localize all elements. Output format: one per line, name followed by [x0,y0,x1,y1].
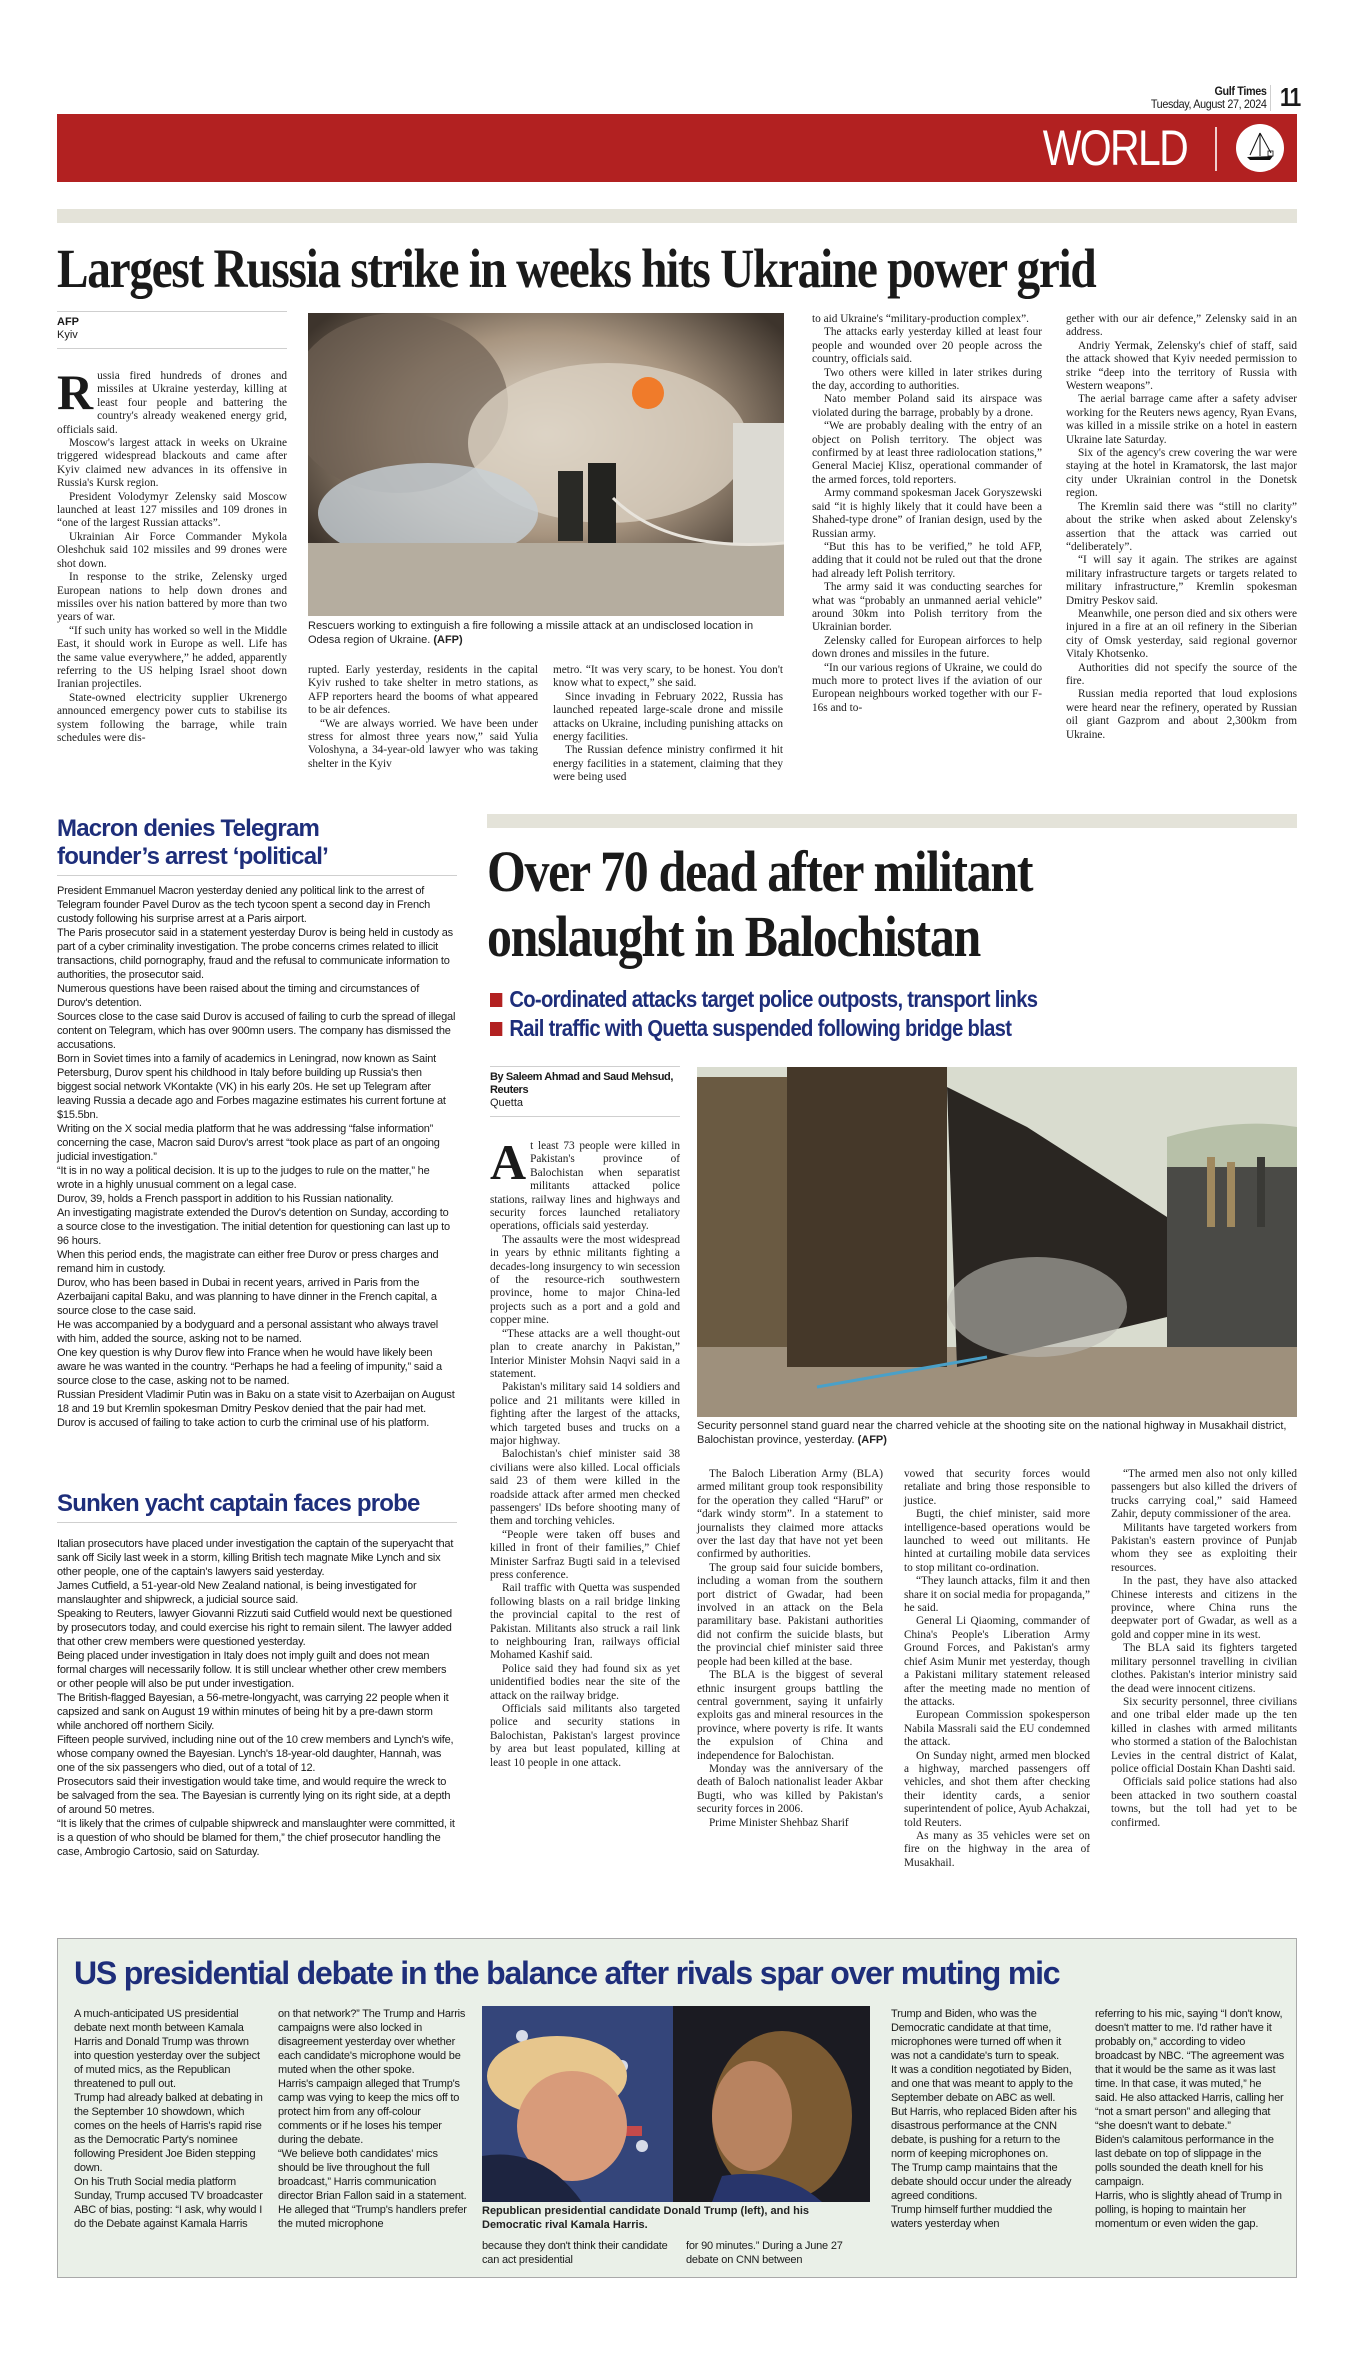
byline-agency: AFP [57,316,79,328]
macron-body: President Emmanuel Macron yesterday denied any political link to the arrest of Telegram founder Pavel Durov as the tech tycoon spent a second day in French custody following his surprise arrest at a Paris airport. The Paris prosecutor said in a statement yesterday Durov is being held in custody as part of a cyber criminality investigation. The probe concerns crimes related to illicit transactions, child pornography, fraud and the refusal to communicate information to authorities, the prosecutor said. Numerous questions have been raised about the timing and circumstances of Durov's detention. Sources close to the case said Durov is accused of failing to curb the spread of illegal content on Telegram, which has over 900mn users. The company has dismissed the accusations. Born in Soviet times into a family of academics in Leningrad, now known as Saint Petersburg, Durov spent his childhood in Italy before building up Russia's then biggest social network VKontakte (VK) in his early 20s. He set up Telegram after leaving Russia a decade ago and Forbes magazine estimates his current fortune at $15.5bn. Writing on the X social media platform that he was addressing “false information” concerning the case, Macron said Durov's arrest “took place as part of an ongoing judicial investigation.” “It is in no way a political decision. It is up to the judges to rule on the matter,” he wrote in a highly unusual comment on a legal case. Durov, 39, holds a French passport in addition to his Russian nationality. An investigating magistrate extended the Durov's detention on Sunday, according to a source close to the investigation. The initial detention for questioning can last up to 96 hours. When this period ends, the magistrate can either free Durov or press charges and remand him in custody. Durov, who has been based in Dubai in recent years, arrived in Paris from the Azerbaijani capital Baku, and was planning to have dinner in the French capital, a source close to the case said. He was accompanied by a bodyguard and a personal assistant who always travel with him, added the source, asking not to be named. One key question is why Durov flew into France when he would have likely been aware he was wanted in the country. “Perhaps he had a feeling of impunity,” said a source close to the case, asking not to be named. Russian President Vladimir Putin was in Baku on a state visit to Azerbaijan on August 18 and 19 but Kremlin spokesman Dmitry Peskov denied that the pair had met. Durov is accused of failing to take action to curb the criminal use of his platform. [57,885,456,1429]
bullet-square-icon [490,1022,502,1036]
balochistan-column-3: vowed that security forces would retaliate and bring those responsible to justice. Bugti, the chief minister, said more intelligence-based operations would be launched to weed out militants. He hinted at curtailing mobile data services to stop militant co-ordination. “They launch attacks, film it and then share it on social media for propaganda,” he said. General Li Qiaoming, commander of China's People's Liberation Army Ground Forces, and Pakistan's army chief Asim Munir met yesterday, though a Pakistani military statement released after the meeting made no mention of the attacks. European Commission spokesperson Nabila Massrali said the EU condemned the attack. On Sunday night, armed men blocked a highway, marched passengers off vehicles, and shot them after checking their identity cards, a senior superintendent of police, Ayub Achakzai, told Reuters. As many as 35 vehicles were set on fire on the highway in the area of Musakhail. [904,1468,1091,1869]
issue-date: Tuesday, August 27, 2024 [1150,97,1266,111]
sidebar-macron [57,815,457,1430]
us-column-5: Trump and Biden, who was the Democratic candidate at that time, microphones were turned off when it was not a candidate's turn to speak. It was a condition negotiated by Biden, and one that was meant to apply to the September debate on ABC as well. But Harris, who replaced Biden after his disastrous performance at the CNN debate, is pushing for a return to the norm of keeping microphones on. The Trump camp maintains that the debate should occur under the already agreed conditions. Trump himself further muddied the waters yesterday when [891,2008,1077,2230]
bullet-square-icon [490,993,502,1007]
masthead-divider [1270,85,1271,111]
headline-us-debate: US presidential debate in the balance after rivals spar over muting mic [74,1955,1060,1991]
headline-ukraine: Largest Russia strike in weeks hits Ukraine power grid [57,238,1096,299]
headline-balochistan-line1: Over 70 dead after militant [487,839,1033,904]
banner-separator [1215,127,1217,171]
page-number: 11 [1280,82,1301,112]
dhow-boat-icon [1236,124,1284,172]
us-column-3: because they don't think their candidate can act presidential [482,2240,668,2266]
byline-place: Kyiv [57,329,78,341]
us-debate-box [57,1938,1297,2278]
headline-macron: Macron denies Telegram founder’s arrest ‘political’ [57,815,329,870]
photo-charred-vehicle [697,1067,1297,1417]
paper-name: Gulf Times [1213,84,1266,98]
ukraine-column-5: gether with our air defence,” Zelensky said in an address. Andriy Yermak, Zelensky's chief of staff, said the attack showed that Kyiv needed permission to strike “deep into the territory of Russia with Western weapons”. The aerial barrage came after a safety adviser working for the Reuters news agency, Ryan Evans, was killed in a missile strike on a hotel in eastern Ukraine late Saturday. Six of the agency's crew covering the war were staying at the hotel in Kramatorsk, the last major city under Ukrainian control in the Donetsk region. The Kremlin said there was “still no clarity” about the strike when asked about Zelensky's assertion that the attack was carried out “deliberately”. “I will say it again. The strikes are against military infrastructure targets or targets related to military infrastructure,” Kremlin spokesman Dmitry Peskov said. Meanwhile, one person died and six others were injured in a fire at an oil refinery in the Siberian city of Omsk yesterday, said regional governor Vitaly Khotsenko. Authorities did not specify the source of the fire. Russian media reported that loud explosions were heard near the refinery, operated by Russian oil giant Gazprom and about 2,300km from Ukraine. [1066,313,1297,741]
us-column-2: on that network?” The Trump and Harris campaigns were also locked in disagreement yesterday over whether each candidate's microphone would be muted when the other spoke. Harris's campaign alleged that Trump's camp was vying to keep the mics off to protect him from any off-colour comments or if he loses his temper during the debate. “We believe both candidates' mics should be live throughout the full broadcast,” Harris communication director Brian Fallon said in a statement. He alleged that “Trump's handlers prefer the muted microphone [278,2008,467,2230]
photo-caption-balochistan: Security personnel stand guard near the charred vehicle at the shooting site on the national highway in Musakhail district, Balochistan province, yesterday. (AFP) [697,1420,1287,1446]
us-column-6: referring to his mic, saying “I don't know, doesn't matter to me. I'd rather have it probably on,” according to video broadcast by NBC. “The agreement was that it would be the same as it was last time. In that case, it was muted,” he said. He also attacked Harris, calling her “not a smart person” and alleging that “she doesn't want to debate.” Biden's calamitous performance in the last debate on top of slippage in the polls sounded the death knell for his campaign. Harris, who is slightly ahead of Trump in polling, is hoping to maintain her momentum or even widen the gap. [1095,2008,1285,2230]
byline-place: Quetta [490,1097,524,1109]
dropcap: R [57,364,94,420]
headline-balochistan-line2: onslaught in Balochistan [487,904,980,969]
section-banner [57,114,1297,182]
section-title: WORLD [1042,120,1187,176]
sidebar-yacht [57,1490,457,1859]
ukraine-column-3: metro. “It was very scary, to be honest. You don't know what to expect,” she said. Since invading in February 2022, Russia has launched repeated large-scale drone and missile attacks on Ukraine, including punishing attacks on energy facilities. The Russian defence ministry confirmed it hit energy facilities in a statement, claiming that they were being used [553,664,783,784]
deck-item-2: Rail traffic with Quetta suspended following bridge blast [490,1014,1011,1043]
byline-ukraine [57,311,287,349]
balochistan-column-2: The Baloch Liberation Army (BLA) armed militant group took responsibility for the operation they called “Haruf” or “dark windy storm”. In a statement to journalists they claimed more attacks over the last day that have not yet been confirmed by authorities. The group said four suicide bombers, including a woman from the southern port district of Gwadar, had been involved in an attack on the Bela paramilitary base. Pakistani authorities did not confirm the suicide blasts, but the provincial chief minister said three people had been killed at the base. The BLA is the biggest of several ethnic insurgent groups battling the central government, saying it unfairly exploits gas and mineral resources in the province, where poverty is rife. It wants the expulsion of China and independence for Balochistan. Monday was the anniversary of the death of Baloch nationalist leader Akbar Bugti, who was killed by Pakistan's security forces in 2006. Prime Minister Shehbaz Sharif [697,1468,883,1829]
yacht-body: Italian prosecutors have placed under investigation the captain of the superyacht that sank off Sicily last week in a storm, killing British tech magnate Mike Lynch and six other people, one of the captain's lawyers said yesterday. James Cutfield, a 51-year-old New Zealand national, is being investigated for manslaughter and shipwreck, a judicial source said. Speaking to Reuters, lawyer Giovanni Rizzuti said Cutfield would next be questioned by prosecutors today, and could exercise his right to remain silent. The lawyer added that other crew members were questioned yesterday. Being placed under investigation in Italy does not imply guilt and does not mean formal charges will necessarily follow. It is still unclear whether other crew members or other people will also be put under investigation. The British-flagged Bayesian, a 56-metre-longyacht, was carrying 22 people when it capsized and sank on August 19 within minutes of being hit by a pre-dawn storm while anchored off northern Sicily. Fifteen people survived, including nine out of the 10 crew members and Lynch's wife, whose company owned the Bayesian. Lynch's 18-year-old daughter, Hannah, was one of the six passengers who died, out of a total of 12. Prosecutors said their investigation would take time, and would require the wreck to be salvaged from the sea. The Bayesian is currently lying on its right side, at a depth of around 50 metres. “It is likely that the crimes of culpable shipwreck and manslaughter were committed, it is a question of who should be blamed for them,” the chief prosecutor handling the case, Ambrogio Cartosio, said on Saturday. [57,1538,455,1858]
byline-authors: By Saleem Ahmad and Saud Mehsud, Reuters [490,1071,674,1096]
mid-rule-band [487,814,1297,828]
balochistan-column-1: At least 73 people were killed in Pakistan's province of Balochistan when separatist militants attacked police stations, railway lines and highways and security forces launched retaliatory operations, officials said yesterday. The assaults were the most widespread in years by ethnic militants fighting a decades-long insurgency to win secession of the resource-rich southwestern province, home to major China-led projects such as a port and a gold and copper mine. “These attacks are a well thought-out plan to create anarchy in Pakistan,” Interior Minister Mohsin Naqvi said in a statement. Pakistan's military said 14 soldiers and police and 21 militants were killed in fighting after the largest of the attacks, which targeted buses and trucks on a major highway. Balochistan's chief minister said 38 civilians were also killed. Local officials said 23 of them were killed in the roadside attack after armed men checked passengers' IDs before shooting many of them and torching vehicles. “People were taken off buses and killed in front of their families,” Chief Minister Sarfraz Bugti said in a televised press conference. Rail traffic with Quetta was suspended following blasts on a rail bridge linking the provincial capital to the rest of Pakistan. Militants also struck a rail link to neighbouring Iran, railways official Mohamed Kashif said. Police said they had found six as yet unidentified bodies near the site of the attack on the railway bridge. Officials said militants also targeted police and security stations in Balochistan, Pakistan's largest province by area but least populated, killing at least 10 people in one attack. [490,1134,680,1769]
us-column-4: for 90 minutes.” During a June 27 debate on CNN between [686,2240,843,2266]
masthead-paper-info [1150,85,1266,111]
us-column-1: A much-anticipated US presidential debate next month between Kamala Harris and Donald Trump was thrown into question yesterday over the subject of muted mics, as the Republican threatened to pull out. Trump had already balked at debating in the September 10 showdown, which comes on the heels of Harris's rapid rise as the Democratic Party's nominee following President Joe Biden stepping down. On his Truth Social media platform Sunday, Trump accused TV broadcaster ABC of bias, posting: “I ask, why would I do the Debate against Kamala Harris [74,2008,263,2230]
photo-caption-ukraine: Rescuers working to extinguish a fire following a missile attack at an undisclosed location in Odesa region of Ukraine. (AFP) [308,620,754,646]
ukraine-column-2: rupted. Early yesterday, residents in the capital Kyiv rushed to take shelter in metro stations, as AFP reporters heard the booms of what appeared to be air defences. “We are always worried. We have been under stress for almost three years now,” said Yulia Voloshyna, a 34-year-old lawyer who was taking shelter in the Kyiv [308,664,538,770]
byline-balochistan [490,1066,680,1117]
ukraine-column-4: to aid Ukraine's “military-production complex”. The attacks early yesterday killed at least four people and wounded over 20 people across the country, officials said. Two others were killed in later strikes during the day, according to authorities. Nato member Poland said its airspace was violated during the barrage, probably by a drone. “We are probably dealing with the entry of an object on Polish territory. The object was confirmed by at least three radiolocation stations,” General Maciej Klisz, operational commander of the armed forces, told reporters. Army command spokesman Jacek Goryszewski said “it is highly likely that it could have been a Shahed-type drone” of Iranian design, used by the Russian army. “But this has to be verified,” he told AFP, adding that it could not be ruled out that the drone had already left Polish territory. The army said it was conducting searches for what was “probably an unmanned aerial vehicle” around 30km into Polish territory from the Ukrainian border. Zelensky called for European airforces to help down drones and missiles in the future. “In our various regions of Ukraine, we could do much more to protect lives if the aviation of our European neighbours worked together with our F-16s and to- [812,313,1042,714]
dropcap: A [490,1134,527,1190]
top-rule-band [57,209,1297,223]
photo-caption-us: Republican presidential candidate Donald Trump (left), and his Democratic rival Kamala Harris. [482,2205,809,2231]
headline-yacht: Sunken yacht captain faces probe [57,1490,420,1517]
photo-trump-harris [482,2006,870,2202]
ukraine-column-1: Russia fired hundreds of drones and missiles at Ukraine yesterday, killing at least four people and battering the country's already weakened energy grid, officials said. Moscow's largest attack in weeks on Ukraine triggered widespread blackouts and came after Kyiv claimed new advances in its offensive in Russia's Kursk region. President Volodymyr Zelensky said Moscow launched at least 127 missiles and 109 drones in “one of the largest Russian attacks”. Ukrainian Air Force Commander Mykola Oleshchuk said 102 missiles and 99 drones were shot down. In response to the strike, Zelensky urged European nations to help down drones and missiles over his nation battered by more than two years of war. “If such unity has worked so well in the Middle East, it should work in Europe as well. Life has the same value everywhere,” he added, apparently referring to the US helping Israel shoot down Iranian projectiles. State-owned electricity supplier Ukrenergo announced emergency power cuts to stabilise its system following the barrage, while train schedules were dis- [57,364,287,744]
photo-firefighters [308,313,784,616]
deck-item-1: Co-ordinated attacks target police outposts, transport links [490,985,1037,1014]
balochistan-column-4: “The armed men also not only killed passengers but also killed the drivers of trucks carrying coal,” said Hameed Zahir, deputy commissioner of the area. Militants have targeted workers from Pakistan's eastern province of Punjab whom they see as exploiting their resources. In the past, they have also attacked Chinese interests and citizens in the province, where China runs the deepwater port of Gwadar, as well as a gold and copper mine in its west. The BLA said its fighters targeted military personnel travelling in civilian clothes. Pakistan's interior ministry said the dead were innocent citizens. Six security personnel, three civilians and one tribal elder made up the ten killed in clashes with armed militants who stormed a station of the Balochistan Levies in the central district of Kalat, police official Dostain Khan Dashti said. Officials said police stations had also been attacked in two southern coastal towns, but the toll had yet to be confirmed. [1111,1468,1297,1829]
